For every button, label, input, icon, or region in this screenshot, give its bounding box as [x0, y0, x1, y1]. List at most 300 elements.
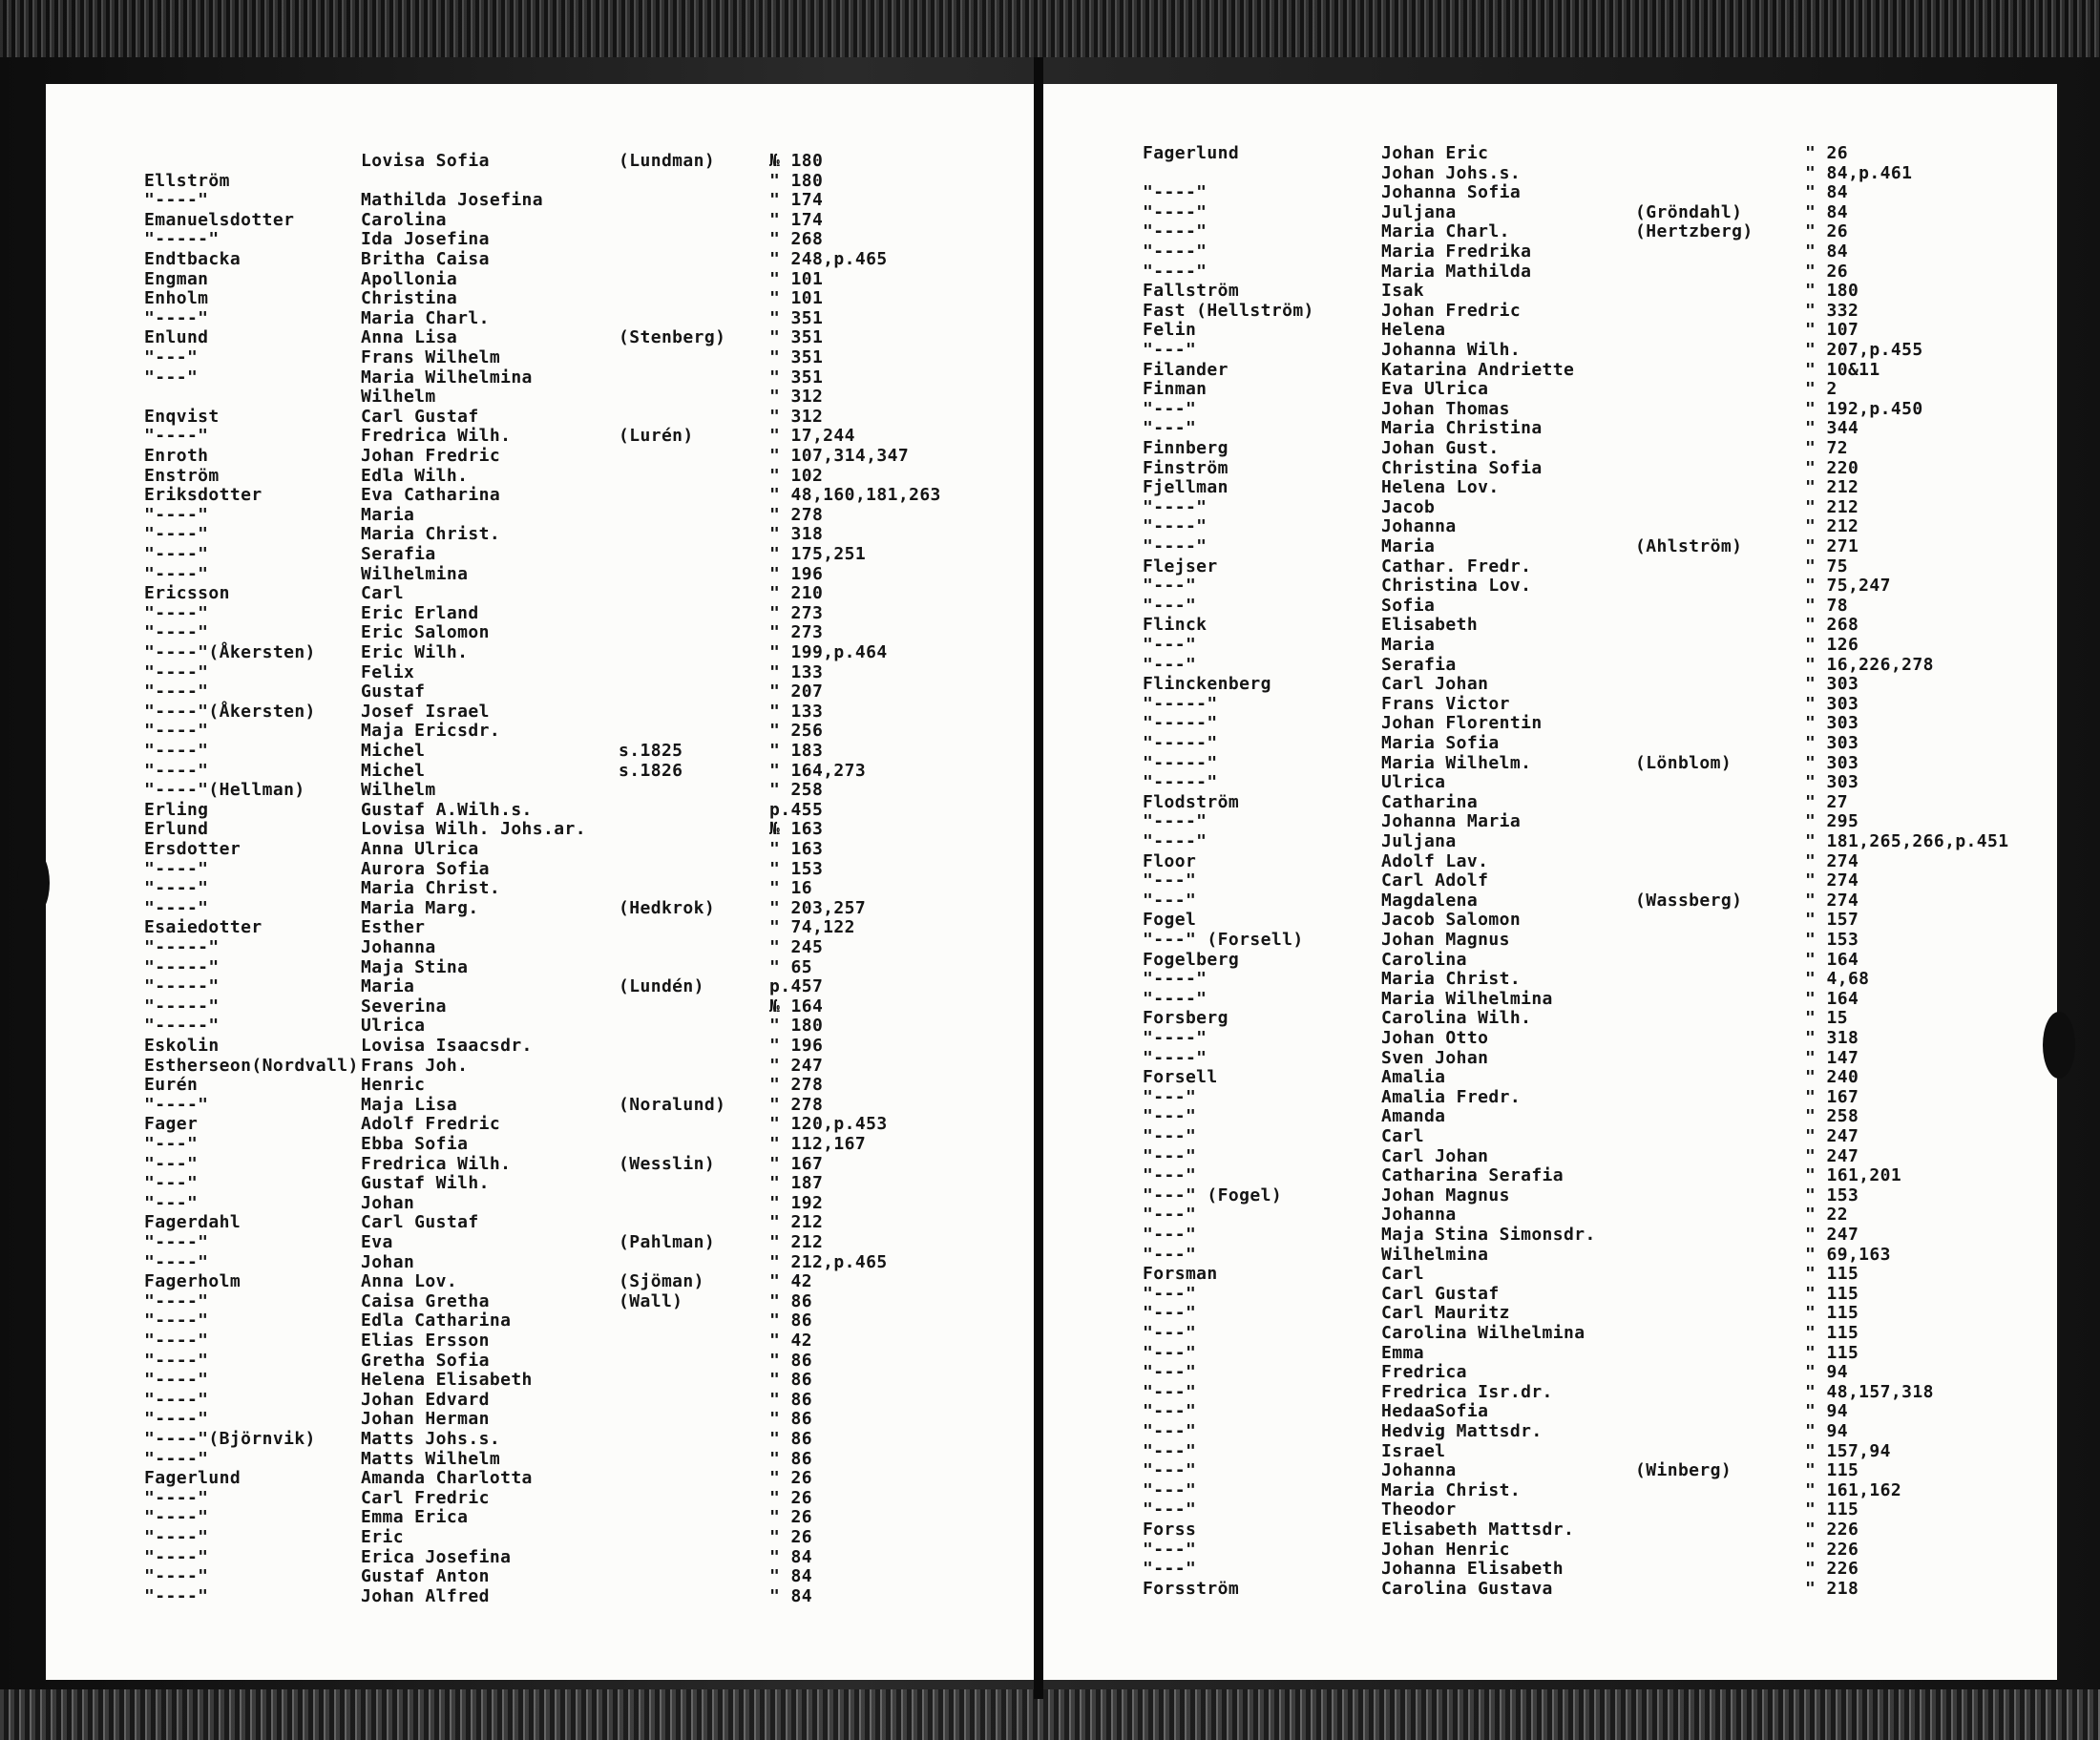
index-entry — [1043, 713, 2057, 733]
entry-reference: " 351 — [769, 367, 824, 388]
entry-given: Johanna — [1381, 516, 1457, 537]
entry-surname: Fagerdahl — [144, 1212, 242, 1233]
index-entry — [46, 1527, 1034, 1547]
entry-surname: "---" — [1143, 1440, 1197, 1461]
entry-reference: " 94 — [1805, 1362, 1848, 1383]
index-entry — [1043, 1343, 2057, 1363]
entry-reference: " 247 — [1805, 1225, 1859, 1245]
entry-surname: "----" — [1143, 221, 1208, 242]
entry-surname: "----" — [144, 1350, 209, 1371]
entry-reference: " 26 — [769, 1468, 812, 1489]
index-entry — [46, 1468, 1034, 1488]
entry-reference: " 351 — [769, 327, 824, 348]
entry-surname: "----" — [144, 1232, 209, 1252]
entry-given: Amanda — [1381, 1106, 1446, 1127]
entry-note: (Ahlström) — [1635, 536, 1743, 556]
index-entry — [1043, 1559, 2057, 1579]
entry-given: Johanna — [361, 937, 436, 957]
index-entry — [46, 249, 1034, 269]
entry-reference: " 115 — [1805, 1499, 1859, 1520]
entry-given: Maria Marg. — [361, 897, 479, 918]
entry-note: (Lurén) — [619, 426, 694, 447]
entry-reference: p.457 — [769, 976, 824, 997]
entry-given: Carl Adolf — [1381, 870, 1489, 891]
entry-surname: Fogelberg — [1143, 949, 1240, 970]
entry-note: (Stenberg) — [619, 327, 726, 348]
entry-surname: "----" — [1143, 1047, 1208, 1068]
entry-given: Maria Mathilda — [1381, 261, 1532, 282]
entry-surname: "----" — [144, 1290, 209, 1311]
entry-surname: "----" — [144, 878, 209, 899]
entry-given: Edla Catharina — [361, 1310, 512, 1331]
index-entry — [46, 1429, 1034, 1449]
entry-surname: "----"(Hellman) — [144, 780, 305, 801]
entry-surname: "----" — [1143, 241, 1208, 262]
entry-surname: "---" — [1143, 1165, 1197, 1186]
entry-surname: Flinckenberg — [1143, 674, 1271, 695]
entry-surname: "----" — [1143, 201, 1208, 222]
entry-surname: Endtbacka — [144, 249, 242, 269]
entry-reference: " 192 — [769, 1192, 824, 1213]
left-page — [46, 84, 1034, 1680]
index-entry — [1043, 1284, 2057, 1304]
index-entry — [46, 564, 1034, 584]
entry-reference: " 107,314,347 — [769, 446, 910, 466]
entry-surname: "---" — [1143, 1460, 1197, 1481]
entry-given: Elias Ersson — [361, 1331, 490, 1351]
index-entry — [1043, 1540, 2057, 1560]
entry-given: Anna Lov. — [361, 1271, 458, 1292]
entry-reference: " 84 — [769, 1546, 812, 1567]
entry-reference: " 86 — [769, 1409, 812, 1430]
entry-surname: "----" — [144, 1566, 209, 1587]
entry-given: Magdalena — [1381, 890, 1479, 911]
entry-given: Helena — [1381, 320, 1446, 341]
index-entry — [1043, 635, 2057, 655]
index-entry — [1043, 831, 2057, 851]
entry-note: (Wall) — [619, 1290, 683, 1311]
index-entry — [46, 485, 1034, 505]
entry-reference: " 226 — [1805, 1559, 1859, 1580]
index-entry — [1043, 221, 2057, 241]
index-entry — [1043, 516, 2057, 536]
entry-reference: " 220 — [1805, 457, 1859, 478]
index-entry — [46, 1212, 1034, 1232]
index-entry — [1043, 851, 2057, 871]
entry-surname: "---" — [1143, 1401, 1197, 1422]
index-entry — [46, 996, 1034, 1017]
index-entry — [1043, 418, 2057, 438]
index-entry — [46, 622, 1034, 642]
index-entry — [46, 1488, 1034, 1508]
entry-given: Adolf Lav. — [1381, 850, 1489, 871]
entry-given: Eva Ulrica — [1381, 379, 1489, 400]
index-entry — [46, 583, 1034, 603]
entry-surname: "---" — [1143, 576, 1197, 597]
entry-reference: " 153 — [1805, 930, 1859, 950]
entry-given: Katarina Andriette — [1381, 359, 1575, 380]
entry-given: Serafia — [1381, 654, 1457, 675]
entry-reference: " 332 — [1805, 300, 1859, 321]
entry-surname: Enlund — [144, 327, 209, 348]
entry-given: Johan Edvard — [361, 1389, 490, 1410]
entry-reference: " 78 — [1805, 595, 1848, 616]
entry-reference: " 318 — [1805, 1028, 1859, 1048]
entry-surname: "----" — [144, 1487, 209, 1508]
entry-surname: "----" — [144, 760, 209, 781]
entry-surname: "----" — [1143, 811, 1208, 832]
index-entry — [46, 1331, 1034, 1351]
entry-given: Maria Wilhelmina — [361, 367, 533, 388]
index-entry — [1043, 281, 2057, 301]
entry-reference: " 133 — [769, 661, 824, 682]
index-entry — [1043, 674, 2057, 694]
entry-surname: "---" — [1143, 1323, 1197, 1343]
index-entry — [46, 662, 1034, 682]
entry-given: Johan Fredric — [1381, 300, 1522, 321]
entry-surname: "---" — [1143, 1421, 1197, 1441]
entry-surname: Forsberg — [1143, 1008, 1228, 1029]
entry-reference: " 180 — [769, 1016, 824, 1037]
index-entry — [46, 1351, 1034, 1371]
entry-surname: "---" — [1143, 1145, 1197, 1166]
entry-given: Fredrica Wilh. — [361, 1153, 512, 1174]
index-entry — [46, 1409, 1034, 1429]
index-entry — [1043, 811, 2057, 831]
entry-given: Maria Wilhelmina — [1381, 988, 1553, 1009]
index-entry — [1043, 182, 2057, 202]
entry-surname: "----" — [144, 622, 209, 643]
entry-given: Johan Eric — [1381, 143, 1489, 163]
entry-note: (Hertzberg) — [1635, 221, 1754, 242]
entry-surname: "----" — [1143, 988, 1208, 1009]
index-entry — [1043, 596, 2057, 616]
entry-reference: " 74,122 — [769, 917, 855, 938]
entry-surname: "----" — [1143, 969, 1208, 990]
entry-surname: "----"(Åkersten) — [144, 642, 316, 662]
entry-given: Maria — [361, 504, 415, 525]
entry-given: Christina Lov. — [1381, 576, 1532, 597]
entry-given: Aurora Sofia — [361, 858, 490, 879]
index-entry — [46, 1370, 1034, 1390]
entry-given: Carolina — [361, 209, 447, 230]
index-entry — [1043, 360, 2057, 380]
entry-reference: " 180 — [1805, 281, 1859, 302]
entry-given: Wilhelmina — [1381, 1244, 1489, 1265]
entry-reference: " 351 — [769, 307, 824, 328]
entry-given: Josef Israel — [361, 701, 490, 722]
entry-given: Esther — [361, 917, 426, 938]
entry-given: Wilhelm — [361, 780, 436, 801]
entry-given: Elisabeth — [1381, 615, 1479, 636]
index-entry — [46, 603, 1034, 623]
entry-reference: " 312 — [769, 406, 824, 427]
index-entry — [46, 1016, 1034, 1036]
entry-surname: Engman — [144, 268, 209, 289]
entry-given: Maria — [1381, 536, 1436, 556]
right-page — [1043, 84, 2057, 1680]
entry-given: Carl — [1381, 1264, 1424, 1285]
index-entry — [46, 151, 1034, 171]
entry-surname: Ersdotter — [144, 839, 242, 859]
entry-reference: " 212,p.465 — [769, 1251, 888, 1272]
entry-surname: Enholm — [144, 288, 209, 309]
entry-reference: " 147 — [1805, 1047, 1859, 1068]
entry-surname: "----" — [1143, 516, 1208, 537]
index-entry — [46, 1586, 1034, 1606]
index-entry — [46, 1173, 1034, 1193]
entry-surname: "----" — [144, 1251, 209, 1272]
entry-reference: " 84 — [1805, 182, 1848, 203]
index-entry — [46, 1252, 1034, 1272]
entry-reference: " 101 — [769, 288, 824, 309]
entry-surname: Flinck — [1143, 615, 1208, 636]
entry-given: Fredrica — [1381, 1362, 1467, 1383]
index-entry — [1043, 989, 2057, 1009]
entry-reference: " 26 — [769, 1487, 812, 1508]
entry-surname: "-----" — [144, 1016, 220, 1037]
entry-given: Maria — [1381, 635, 1436, 655]
entry-note: (Noralund) — [619, 1094, 726, 1115]
entry-surname: "---" — [1143, 870, 1197, 891]
entry-reference: № 164 — [769, 996, 824, 1017]
entry-surname: "----"(Björnvik) — [144, 1429, 316, 1449]
index-entry — [1043, 340, 2057, 360]
entry-reference: " 226 — [1805, 1539, 1859, 1560]
index-entry — [1043, 1106, 2057, 1126]
index-entry — [1043, 379, 2057, 399]
index-entry — [46, 407, 1034, 427]
entry-given: Wilhelm — [361, 387, 436, 408]
entry-surname: "-----" — [144, 996, 220, 1017]
entry-given: Carl Gustaf — [1381, 1283, 1500, 1304]
entry-note: (Sjöman) — [619, 1271, 704, 1292]
entry-given: Carolina Wilhelmina — [1381, 1323, 1586, 1343]
entry-surname: "----" — [144, 307, 209, 328]
index-entry — [1043, 1264, 2057, 1284]
entry-given: Gretha Sofia — [361, 1350, 490, 1371]
entry-reference: " 42 — [769, 1331, 812, 1351]
entry-reference: " 187 — [769, 1173, 824, 1194]
entry-given: HedaaSofia — [1381, 1401, 1489, 1422]
entry-reference: " 153 — [1805, 1184, 1859, 1205]
entry-reference: " 157,94 — [1805, 1440, 1891, 1461]
entry-given: Britha Caisa — [361, 249, 490, 269]
entry-reference: " 271 — [1805, 536, 1859, 556]
entry-reference: " 84,p.461 — [1805, 162, 1913, 183]
entry-surname: "-----" — [1143, 713, 1218, 734]
index-entry — [1043, 477, 2057, 497]
entry-note: (Gröndahl) — [1635, 201, 1743, 222]
binding-notch-left — [17, 849, 50, 916]
entry-surname: "---" — [1143, 1303, 1197, 1324]
entry-note: (Lundén) — [619, 976, 704, 997]
entry-reference: " 10&11 — [1805, 359, 1880, 380]
index-entry — [1043, 910, 2057, 930]
entry-reference: " 157 — [1805, 910, 1859, 931]
index-entry — [46, 819, 1034, 839]
entry-reference: " 161,162 — [1805, 1479, 1902, 1500]
index-entry — [1043, 1028, 2057, 1048]
entry-surname: "----" — [144, 504, 209, 525]
entry-reference: " 107 — [1805, 320, 1859, 341]
entry-reference: " 256 — [769, 721, 824, 742]
entry-reference: " 84 — [769, 1585, 812, 1606]
entry-reference: № 180 — [769, 151, 824, 171]
entry-reference: " 115 — [1805, 1323, 1859, 1343]
index-entry — [46, 1095, 1034, 1115]
entry-given: Elisabeth Mattsdr. — [1381, 1520, 1575, 1540]
entry-reference: " 26 — [1805, 221, 1848, 242]
entry-given: Fredrica Isr.dr. — [1381, 1381, 1553, 1402]
entry-given: Johan Henric — [1381, 1539, 1510, 1560]
entry-given: Henric — [361, 1075, 426, 1096]
entry-surname: "-----" — [144, 956, 220, 977]
entry-reference: " 196 — [769, 563, 824, 584]
entry-given: Maria Christina — [1381, 418, 1543, 439]
entry-reference: " 196 — [769, 1036, 824, 1056]
entry-surname: "-----" — [1143, 733, 1218, 753]
entry-surname: "----" — [144, 190, 209, 211]
entry-reference: " 212 — [1805, 477, 1859, 498]
entry-reference: " 303 — [1805, 733, 1859, 753]
entry-reference: " 247 — [1805, 1145, 1859, 1166]
entry-surname: Forsell — [1143, 1067, 1218, 1088]
entry-given: Severina — [361, 996, 447, 1017]
entry-given: Juljana — [1381, 831, 1457, 851]
entry-given: Amanda Charlotta — [361, 1468, 533, 1489]
entry-given: Frans Joh. — [361, 1055, 469, 1076]
index-entry — [46, 937, 1034, 957]
index-entry — [46, 642, 1034, 662]
index-entry — [1043, 655, 2057, 675]
entry-surname: "----" — [144, 1585, 209, 1606]
entry-surname: "-----" — [144, 937, 220, 957]
entry-surname: Eriksdotter — [144, 485, 262, 506]
entry-reference: " 84 — [1805, 241, 1848, 262]
index-entry — [1043, 576, 2057, 596]
entry-given: Christina Sofia — [1381, 457, 1543, 478]
entry-given: Anna Lisa — [361, 327, 458, 348]
index-entry — [46, 190, 1034, 210]
entry-surname: Esaiedotter — [144, 917, 262, 938]
entry-given: Sofia — [1381, 595, 1436, 616]
index-entry — [46, 308, 1034, 328]
index-entry — [1043, 1245, 2057, 1265]
index-entry — [1043, 615, 2057, 635]
entry-reference: " 247 — [769, 1055, 824, 1076]
film-edge-bottom — [0, 1689, 2100, 1740]
index-entry — [1043, 772, 2057, 792]
entry-surname: Emanuelsdotter — [144, 209, 295, 230]
index-entry — [1043, 1067, 2057, 1087]
entry-reference: " 312 — [769, 387, 824, 408]
entry-surname: "---" (Forsell) — [1143, 930, 1304, 950]
entry-given: Maja Stina — [361, 956, 469, 977]
entry-given: Carl Gustaf — [361, 406, 479, 427]
entry-surname: "---" — [144, 1134, 199, 1154]
entry-reference: " 84 — [769, 1566, 812, 1587]
entry-reference: " 273 — [769, 602, 824, 623]
entry-given: Maria Wilhelm. — [1381, 752, 1532, 773]
index-entry — [46, 446, 1034, 466]
entry-reference: " 115 — [1805, 1460, 1859, 1481]
entry-surname: Eurén — [144, 1075, 199, 1096]
entry-reference: " 274 — [1805, 850, 1859, 871]
index-entry — [46, 269, 1034, 289]
entry-given: Amalia — [1381, 1067, 1446, 1088]
index-entry — [46, 741, 1034, 761]
entry-reference: " 163 — [769, 839, 824, 859]
entry-reference: " 303 — [1805, 752, 1859, 773]
entry-reference: " 268 — [769, 229, 824, 250]
index-entry — [1043, 438, 2057, 458]
index-entry — [46, 721, 1034, 741]
index-entry — [1043, 1185, 2057, 1205]
index-entry — [1043, 320, 2057, 340]
entry-surname: "-----" — [144, 976, 220, 997]
entry-reference: " 4,68 — [1805, 969, 1870, 990]
entry-reference: " 16,226,278 — [1805, 654, 1934, 675]
entry-reference: " 164 — [1805, 988, 1859, 1009]
entry-surname: Felin — [1143, 320, 1197, 341]
entry-given: Emma — [1381, 1342, 1424, 1363]
entry-surname: Finström — [1143, 457, 1228, 478]
entry-given: Maja Stina Simonsdr. — [1381, 1225, 1596, 1245]
entry-reference: " 26 — [769, 1507, 812, 1528]
entry-reference: " 245 — [769, 937, 824, 957]
entry-given: Ebba Sofia — [361, 1134, 469, 1154]
entry-surname: "---" — [1143, 1106, 1197, 1127]
index-entry — [46, 1271, 1034, 1291]
index-entry — [46, 387, 1034, 407]
entry-given: Carl Johan — [1381, 674, 1489, 695]
entry-surname: "---" — [1143, 1086, 1197, 1107]
index-entry — [46, 1114, 1034, 1134]
entry-surname: Flejser — [1143, 556, 1218, 577]
entry-note: (Lundman) — [619, 151, 716, 171]
entry-surname: Finnberg — [1143, 438, 1228, 458]
index-entry — [1043, 1480, 2057, 1500]
index-entry — [46, 426, 1034, 446]
entry-surname: "----" — [144, 661, 209, 682]
entry-surname: "----" — [144, 602, 209, 623]
index-entry — [1043, 694, 2057, 714]
entry-surname: "---" — [144, 347, 199, 367]
index-entry — [1043, 1303, 2057, 1323]
entry-surname: "----" — [1143, 182, 1208, 203]
entry-reference: " 203,257 — [769, 897, 867, 918]
entry-given: Johanna Elisabeth — [1381, 1559, 1564, 1580]
index-entry — [1043, 458, 2057, 478]
entry-surname: "----" — [144, 1409, 209, 1430]
entry-given: Johanna Wilh. — [1381, 340, 1522, 360]
entry-given: Isak — [1381, 281, 1424, 302]
entry-surname: Enroth — [144, 446, 209, 466]
entry-reference: " 192,p.450 — [1805, 398, 1923, 419]
entry-surname: "----"(Åkersten) — [144, 701, 316, 722]
entry-given: Eva — [361, 1232, 393, 1252]
entry-surname: Flodström — [1143, 791, 1240, 812]
index-entry — [46, 1036, 1034, 1056]
entry-surname: Forss — [1143, 1520, 1197, 1540]
index-entry — [46, 859, 1034, 879]
entry-reference: " 48,157,318 — [1805, 1381, 1934, 1402]
entry-given: Eric Salomon — [361, 622, 490, 643]
index-entry — [1043, 497, 2057, 517]
entry-given: Johan Otto — [1381, 1028, 1489, 1048]
entry-given: Carl Johan — [1381, 1145, 1489, 1166]
